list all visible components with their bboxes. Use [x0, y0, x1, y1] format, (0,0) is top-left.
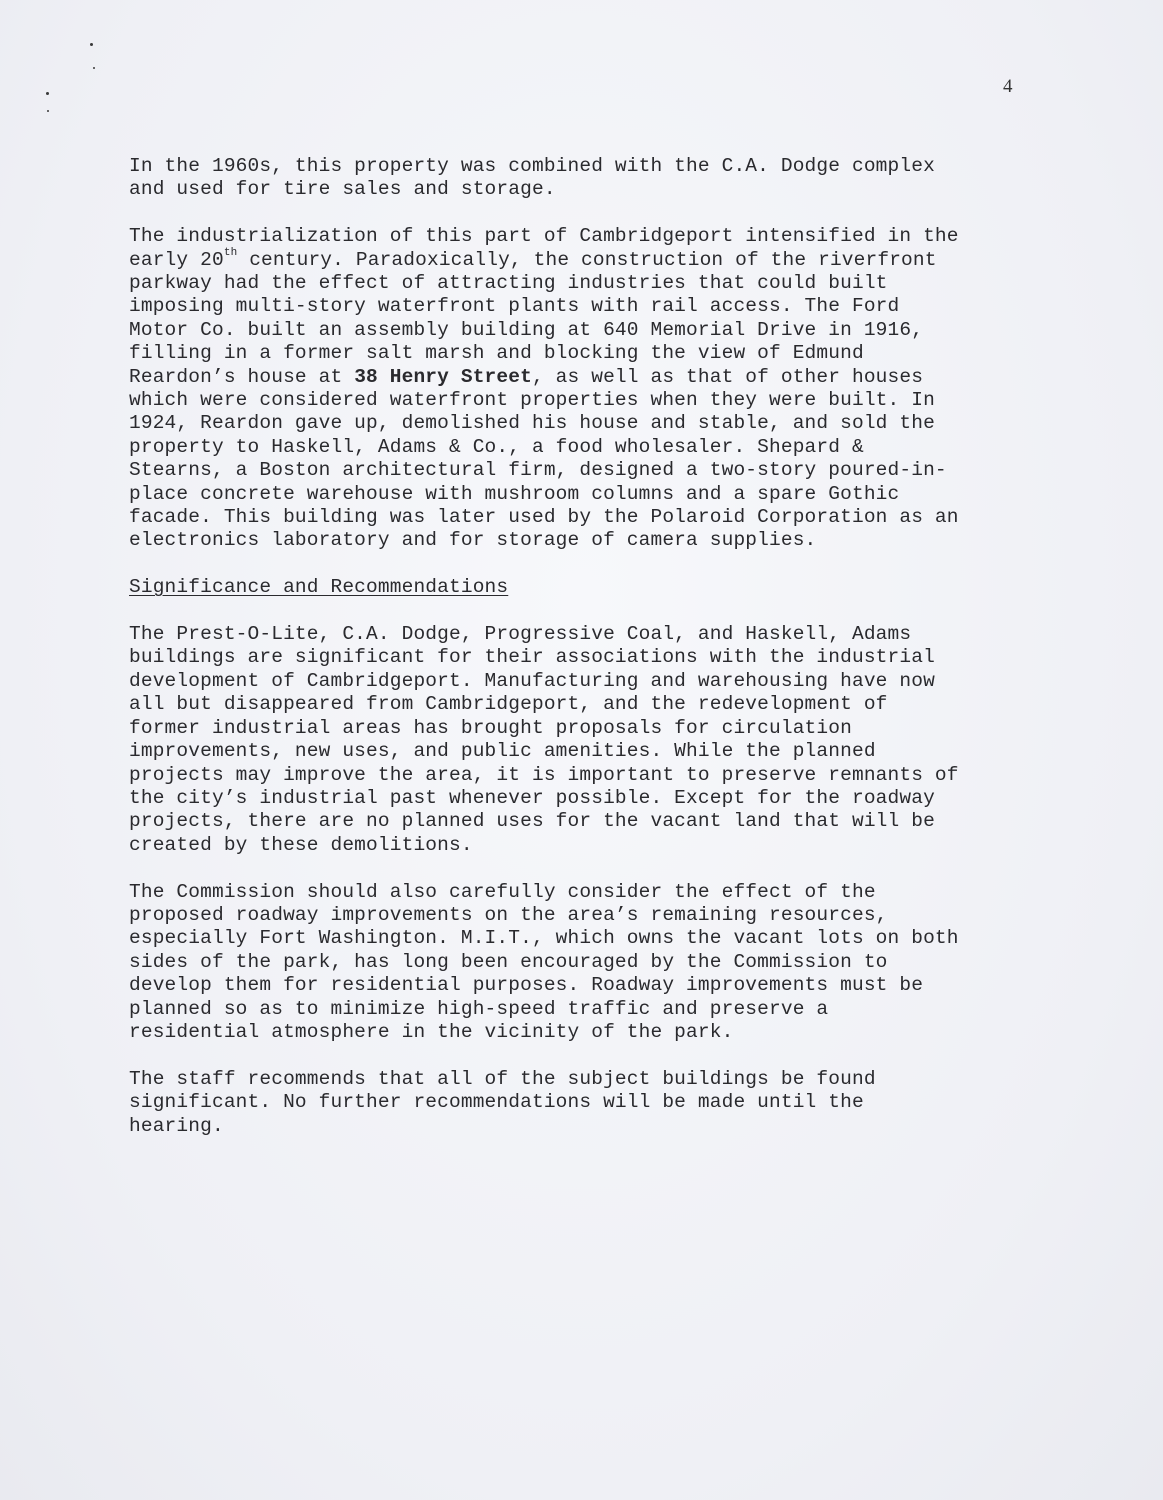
- text-line: The Prest-O-Lite, C.A. Dodge, Progressive Coal, and Haskell, Adams: [129, 623, 912, 646]
- text-line: develop them for residential purposes. Roadway improvements must be: [129, 974, 924, 997]
- text-line: The staff recommends that all of the subject buildings be found: [129, 1067, 876, 1090]
- text-fragment: Reardon’s house at: [129, 365, 355, 388]
- text-line: residential atmosphere in the vicinity of the park.: [129, 1020, 734, 1043]
- address-bold: 38 Henry Street: [354, 365, 532, 388]
- text-line: projects, there are no planned uses for the vacant land that will be: [129, 810, 935, 833]
- text-line: place concrete warehouse with mushroom columns and a spare Gothic: [129, 482, 900, 505]
- text-line: significant. No further recommendations will be made until the: [129, 1091, 864, 1114]
- text-line: Motor Co. built an assembly building at 640 Memorial Drive in 1916,: [129, 318, 924, 341]
- text-line: Stearns, a Boston architectural firm, designed a two-story poured-in-: [129, 459, 947, 482]
- text-line: filling in a former salt marsh and blocking the view of Edmund: [129, 342, 864, 365]
- text-line: projects may improve the area, it is important to preserve remnants of: [129, 763, 959, 786]
- text-line: sides of the park, has long been encouraged by the Commission to: [129, 950, 888, 973]
- text-line: planned so as to minimize high-speed traffic and preserve a: [129, 997, 829, 1020]
- text-fragment: early 20: [129, 248, 224, 271]
- text-line: development of Cambridgeport. Manufacturing and warehousing have now: [129, 669, 935, 692]
- text-fragment: century. Paradoxically, the construction of the riverfront: [237, 248, 937, 271]
- text-line: and used for tire sales and storage.: [129, 178, 556, 201]
- paragraph-3: [129, 623, 1029, 857]
- scan-speck: [93, 67, 95, 69]
- text-fragment: , as well as that of other houses: [531, 365, 924, 388]
- page-number: 4: [1003, 76, 1013, 97]
- document-body: [129, 155, 1029, 1161]
- text-line: In the 1960s, this property was combined with the C.A. Dodge complex: [129, 155, 935, 177]
- text-line: [129, 249, 1029, 272]
- scan-speck: [90, 43, 93, 46]
- text-line: former industrial areas has brought proposals for circulation: [129, 716, 852, 739]
- text-line: electronics laboratory and for storage of camera supplies.: [129, 529, 817, 552]
- scan-speck: [47, 110, 49, 112]
- paragraph-5: [129, 1068, 1029, 1138]
- paragraph-4: [129, 881, 1029, 1045]
- text-line: buildings are significant for their associations with the industrial: [129, 646, 935, 669]
- text-line: all but disappeared from Cambridgeport, and the redevelopment of: [129, 693, 888, 716]
- text-line: hearing.: [129, 1114, 224, 1137]
- text-line: [129, 366, 1029, 389]
- text-line: property to Haskell, Adams & Co., a food wholesaler. Shepard &: [129, 435, 864, 458]
- text-line: parkway had the effect of attracting industries that could built: [129, 272, 888, 295]
- paragraph-1: [129, 155, 1029, 202]
- text-line: The industrialization of this part of Cambridgeport intensified in the: [129, 225, 959, 248]
- text-line: created by these demolitions.: [129, 833, 473, 856]
- text-line: facade. This building was later used by the Polaroid Corporation as an: [129, 506, 959, 529]
- text-line: The Commission should also carefully consider the effect of the: [129, 880, 876, 903]
- text-line: 1924, Reardon gave up, demolished his house and stable, and sold the: [129, 412, 935, 435]
- superscript: th: [223, 247, 238, 260]
- text-line: which were considered waterfront properties when they were built. In: [129, 389, 935, 412]
- text-line: the city’s industrial past whenever possible. Except for the roadway: [129, 786, 935, 809]
- text-line: proposed roadway improvements on the area’s remaining resources,: [129, 903, 888, 926]
- text-line: improvements, new uses, and public amenities. While the planned: [129, 740, 876, 763]
- paragraph-2: [129, 225, 1029, 553]
- scan-speck: [46, 92, 49, 95]
- text-line: especially Fort Washington. M.I.T., which owns the vacant lots on both: [129, 927, 959, 950]
- text-line: imposing multi-story waterfront plants with rail access. The Ford: [129, 295, 900, 318]
- section-heading: Significance and Recommendations: [129, 576, 509, 599]
